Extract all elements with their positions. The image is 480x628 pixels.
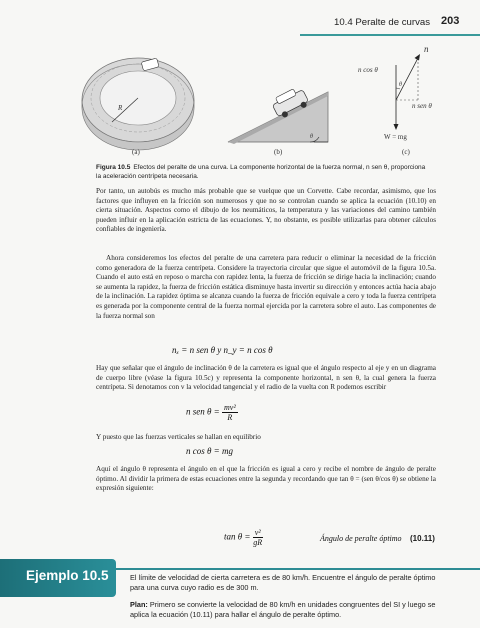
plan-text: Primero se convierte la velocidad de 80 km/h en unidades congruentes del SI y luego se aplica la ecuación (10.11) para hallar el ángulo de peralte óptimo. <box>130 600 436 619</box>
theta-incline-label: θ <box>310 134 313 140</box>
header-rule <box>300 34 480 36</box>
page-number: 203 <box>441 15 460 27</box>
n-cos-label: n cos θ <box>358 66 378 74</box>
equation-centripetal-numerator: mv² <box>224 403 236 412</box>
equation-centripetal-lhs: n sen θ = <box>186 406 220 417</box>
example-plan <box>130 600 436 620</box>
caption-number: Figura 10.5 <box>96 164 131 171</box>
paragraph-4: Y puesto que las fuerzas verticales se hallan en equilibrio <box>96 433 261 441</box>
panel-label-a: (a) <box>132 148 140 156</box>
paragraph-1: Por tanto, un autobús es mucho más probable que se vuelque que un Corvette. Cabe recordar, asimismo, que los factores que influyen en la fricción son numerosos y que no se controlan cuando se aplica la ecuación (10.10) en cierta situación. Aspectos como el dibujo de los neumáticos, la temperatura y las variaciones del camino también pueden influir en la aplicación estricta de las ecuaciones. Y, no obstante, es posible utilizarlas para obtener cálculos confiables de ingeniería. <box>96 187 436 234</box>
weight-label: W = mg <box>384 133 407 141</box>
equation-tan-lhs: tan θ = <box>224 531 251 542</box>
example-statement: El límite de velocidad de cierta carretera es de 80 km/h. Encuentre el ángulo de peralte óptimo para una curva cuyo radio es de 300 m. <box>130 573 436 592</box>
car-on-incline-drawing <box>228 85 328 144</box>
paragraph-2: Ahora consideremos los efectos del peralte de una carretera para reducir o eliminar la necesidad de la fricción como generadora de la fuerza centrípeta. Considere la trayectoria circular que sigue el automóvil de la figura 10.5a. Cuando el auto está en reposo o marcha con rapidez lenta, la fuerza de fricción se dirige hacia la inclinación; cuando se aumenta la rapidez, la fuerza de fricción estática disminuye hasta invertir su dirección y entonces actúa hacia abajo de la inclinación. La rapidez óptima se alcanza cuando la fuerza de fricción equivale a cero y toda la fuerza centrípeta es generada por la componente central de la fuerza normal ejercida por la carretera sobre el auto. Las componentes de la fuerza normal son <box>96 254 436 320</box>
equation-vertical: n cos θ = mg <box>186 446 233 456</box>
n-sen-label: n sen θ <box>412 102 432 110</box>
example-badge-label: Ejemplo 10.5 <box>26 568 109 583</box>
equation-centripetal <box>186 403 238 422</box>
force-diagram <box>394 54 421 130</box>
figure-caption <box>96 163 431 181</box>
equation-centripetal-fraction <box>222 403 238 422</box>
panel-label-c: (c) <box>402 148 410 156</box>
equation-centripetal-denominator: R <box>227 413 233 422</box>
paragraph-5: Aquí el ángulo θ representa el ángulo en el que la fricción es igual a cero y recibe el nombre de ángulo de peralte óptimo. Al dividir la primera de estas ecuaciones entre la segunda y recordando que tan θ = (sen θ/cos θ) se obtiene la expresión siguiente: <box>96 465 436 493</box>
equation-tan-numerator: v² <box>254 528 261 537</box>
plan-label: Plan: <box>130 600 148 609</box>
equation-components: nₓ = n sen θ y n_y = n cos θ <box>172 345 273 355</box>
figure-illustration <box>78 40 458 160</box>
radius-label: R <box>118 104 123 112</box>
running-header-title: 10.4 Peralte de curvas <box>334 17 430 28</box>
banked-track-drawing <box>82 58 194 150</box>
equation-tan-denominator: gR <box>253 538 263 547</box>
equation-tan-fraction <box>253 528 263 547</box>
equation-number: (10.11) <box>410 534 435 543</box>
figure-10-5 <box>78 40 458 160</box>
equation-tan <box>224 528 263 547</box>
example-rule <box>96 568 480 570</box>
equation-tan-label: Ángulo de peralte óptimo <box>320 534 402 543</box>
paragraph-3: Hay que señalar que el ángulo de inclinación θ de la carretera es igual que el ángulo respecto al eje y en un diagrama de cuerpo libre (véase la figura 10.5c) y representa la componente horizontal, n sen θ, la cual genera la fuerza centrípeta. Si denotamos con v la velocidad tangencial y el radio de la vuelta con R podemos escribir <box>96 364 436 392</box>
caption-text: Efectos del peralte de una curva. La componente horizontal de la fuerza normal, n sen θ, proporciona la aceleración centrípeta necesaria. <box>96 164 426 180</box>
panel-label-b: (b) <box>274 148 283 156</box>
theta-force-label: θ <box>399 82 402 88</box>
normal-force-label: n <box>424 44 429 54</box>
